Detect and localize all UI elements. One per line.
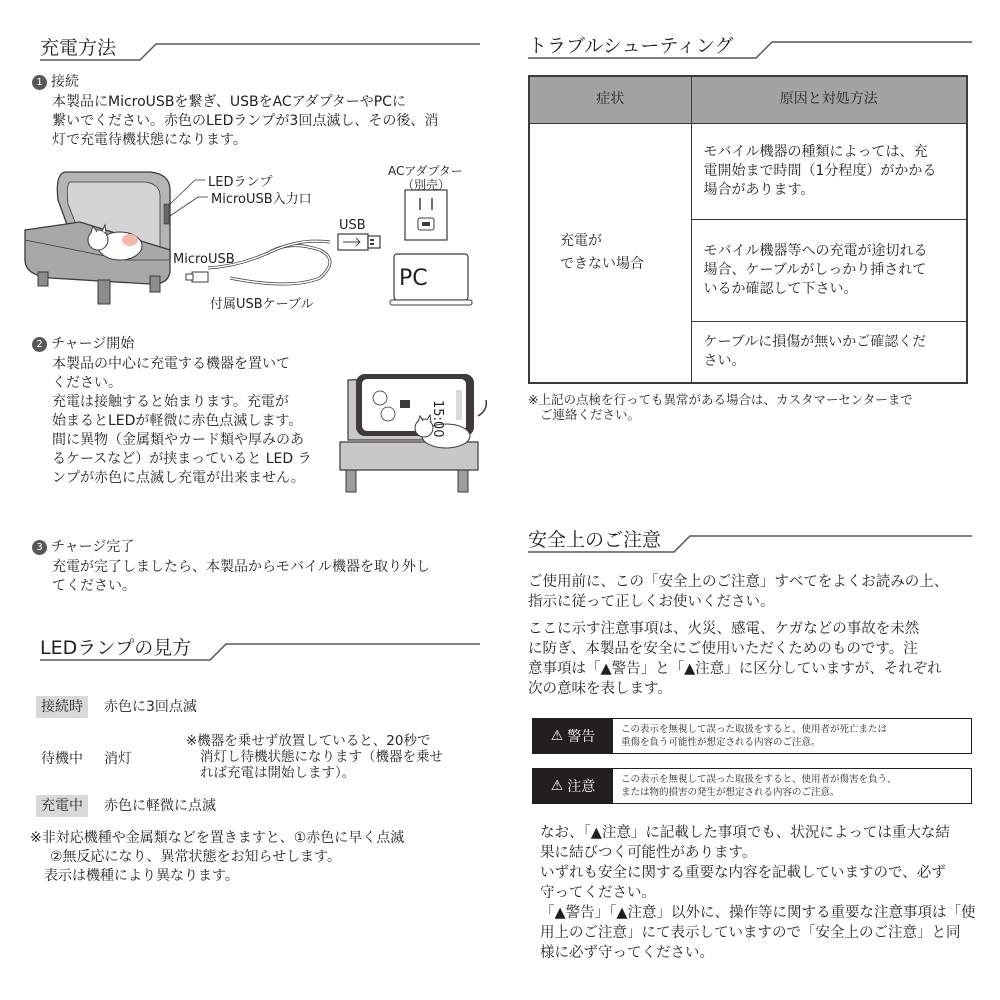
safety-section-title: [528, 528, 972, 558]
trouble-note: [528, 392, 913, 422]
step2-line: 充電は接触すると始まります。充電が: [52, 394, 289, 410]
warning-label-text: 警告: [567, 729, 596, 745]
step3-line: 充電が完了しましたら、本製品からモバイル機器を取り外し: [52, 559, 430, 575]
label-cable: 付属USBケーブル: [210, 297, 314, 312]
step3-heading: [32, 538, 134, 557]
para-line: 様に必ず守ってください。: [540, 945, 714, 961]
symptom-cell: [529, 123, 691, 383]
warning-triangle-icon: ⚠: [550, 728, 564, 744]
led-section-title: [40, 636, 480, 666]
label-microusb: MicroUSB: [173, 252, 235, 267]
led-title: LEDランプの見方: [40, 637, 192, 659]
phone-charging-illustration: [338, 370, 488, 500]
symptom-line: 充電が: [560, 232, 602, 249]
charge-section-title: [40, 36, 480, 66]
step2-line: 始まるとLEDが軽微に赤色点滅します。: [52, 413, 303, 429]
step2-line: 間に異物（金属類やカード類や厚みのあ: [52, 432, 304, 448]
para-line: 守ってください。: [540, 885, 656, 901]
step3-heading-text: チャージ完了: [51, 539, 135, 555]
safety-para3: [540, 823, 976, 963]
step2-line: ンプが赤色に点滅し充電が出来ません。: [52, 470, 305, 486]
caution-triangle-icon: ⚠: [550, 778, 564, 794]
step1-heading: [32, 73, 79, 92]
step2-heading-text: チャージ開始: [51, 336, 135, 352]
symptom-line: できない場合: [560, 255, 644, 272]
footnote-line: ②無反応になり、異常状態をお知らせします。: [50, 849, 342, 865]
safety-title: 安全上のご注意: [528, 529, 662, 551]
led-footnote: [30, 829, 404, 886]
para-line: なお、「▲注意」に記載した事項でも、状況によっては重大な結: [540, 825, 950, 841]
para-line: 次の意味を表します。: [528, 681, 672, 697]
caution-desc-line: または物的損害の発生が想定される内容のご注意。: [621, 787, 840, 798]
caution-desc: [613, 769, 971, 803]
trouble-note-line: ご連絡ください。: [540, 407, 641, 422]
caution-label: [533, 769, 613, 803]
safety-para1: [528, 572, 948, 612]
para-line: いずれも安全に関する重要な内容を記載していますので、必ず: [540, 865, 946, 881]
caution-row: [532, 768, 972, 804]
step2-number: 2: [32, 337, 47, 352]
step2-body: [52, 355, 312, 488]
label-ac-note: （別売）: [402, 178, 451, 192]
charge-title: 充電方法: [40, 37, 117, 59]
cause-line: 場合、ケーブルがしっかり挿されて: [703, 261, 927, 278]
para-line: ここに示す注意事項は、火災、感電、ケガなどの事故を未然: [528, 621, 920, 637]
step2-line: 本製品の中心に充電する機器を置いて: [52, 356, 290, 372]
trouble-section-title: [528, 34, 972, 64]
warning-desc-line: この表示を無視して誤った取扱をすると、使用者が死亡または: [621, 724, 888, 735]
col-cause: 原因と対処方法: [691, 76, 967, 123]
step2-heading: [32, 335, 134, 354]
cause-line: さい。: [703, 352, 746, 369]
trouble-table: [528, 75, 968, 384]
step3-number: 3: [32, 540, 47, 555]
para-line: 意事項は「▲警告」と「▲注意」に区分していますが、それぞれ: [528, 661, 942, 677]
cause-cell: [691, 321, 967, 383]
step1-line: 灯で充電待機状態になります。: [52, 132, 247, 148]
para-line: に防ぎ、本製品を安全にご使用いただくためのものです。注: [528, 641, 918, 657]
footnote-line: ※非対応機種や金属類などを置きますと、①赤色に早く点滅: [30, 830, 405, 846]
step3-line: てください。: [52, 578, 136, 594]
para-line: 「▲警告」「▲注意」以外に、操作等に関する重要な注意事項は「使: [540, 905, 976, 921]
led-label-charging: 充電中: [36, 795, 88, 817]
trouble-note-line: ※上記の点検を行っても異常がある場合は、カスタマーセンターまで: [528, 392, 913, 407]
label-microusb-port: MicroUSB入力口: [211, 192, 312, 207]
led-standby-note: [186, 733, 443, 781]
para-line: 用上のご注意」にて表示していますので「安全上のご注意」と同: [540, 925, 961, 941]
cause-line: 場合があります。: [703, 181, 815, 198]
led-text-charging: 赤色に軽微に点滅: [104, 798, 216, 814]
label-led-lamp: LEDランプ: [208, 175, 273, 190]
step2-line: るケースなど）が挟まっていると LED ラ: [52, 451, 312, 467]
cause-line: モバイル機器等への充電が途切れる: [703, 242, 928, 259]
cause-line: ケーブルに損傷が無いかご確認くだ: [703, 333, 927, 350]
para-line: ご使用前に、この「安全上のご注意」すべてをよくお読みの上、: [528, 574, 949, 590]
step2-line: ください。: [52, 375, 122, 391]
standby-note-line: 消灯し待機状態になります（機器を乗せ: [200, 749, 443, 765]
cause-line: いるか確認して下さい。: [703, 280, 858, 297]
trouble-title: トラブルシューティング: [528, 35, 734, 57]
warning-label: [533, 719, 613, 753]
para-line: 指示に従って正しくお使いください。: [528, 594, 775, 610]
table-row: [529, 123, 967, 219]
warning-desc-line: 重傷を負う可能性が想定される内容のご注意。: [621, 737, 821, 748]
caution-desc-line: この表示を無視して誤った取扱をすると、使用者が傷害を負う、: [621, 774, 897, 785]
cause-line: モバイル機器の種類によっては、充: [703, 143, 928, 160]
cause-cell: [691, 219, 967, 321]
led-label-standby: 待機中: [41, 751, 83, 767]
step1-line: 本製品にMicroUSBを繋ぎ、USBをACアダプターやPCに: [52, 94, 406, 110]
step1-line: 繋いでください。赤色のLEDランプが3回点滅し、その後、消: [52, 113, 439, 129]
safety-para2: [528, 619, 942, 699]
led-text-standby: 消灯: [104, 751, 132, 767]
col-symptom: 症状: [529, 76, 691, 123]
warning-desc: [613, 719, 971, 753]
led-text-connect: 赤色に3回点滅: [104, 699, 197, 715]
standby-note-line: れば充電は開始します）。: [200, 765, 356, 781]
cause-cell: [691, 123, 967, 219]
caution-label-text: 注意: [567, 779, 596, 795]
footnote-line: 表示は機種により異なります。: [44, 868, 239, 884]
cause-line: 電開始まで時間（1分程度）がかかる: [703, 162, 937, 179]
warning-row: [532, 718, 972, 754]
label-usb: USB: [339, 218, 366, 233]
label-ac-adapter: ACアダプター: [388, 164, 463, 178]
step1-body: [52, 93, 438, 150]
phone-time: 15:00: [430, 400, 445, 438]
para-line: 果に結びつく可能性があります。: [540, 845, 757, 861]
table-header-row: [529, 76, 967, 123]
step3-body: [52, 558, 430, 596]
step1-number: 1: [32, 75, 47, 90]
label-pc: PC: [399, 266, 428, 291]
step1-heading-text: 接続: [51, 74, 79, 90]
standby-note-line: ※機器を乗せず放置していると、20秒で: [186, 733, 431, 749]
led-label-connect: 接続時: [36, 696, 88, 718]
